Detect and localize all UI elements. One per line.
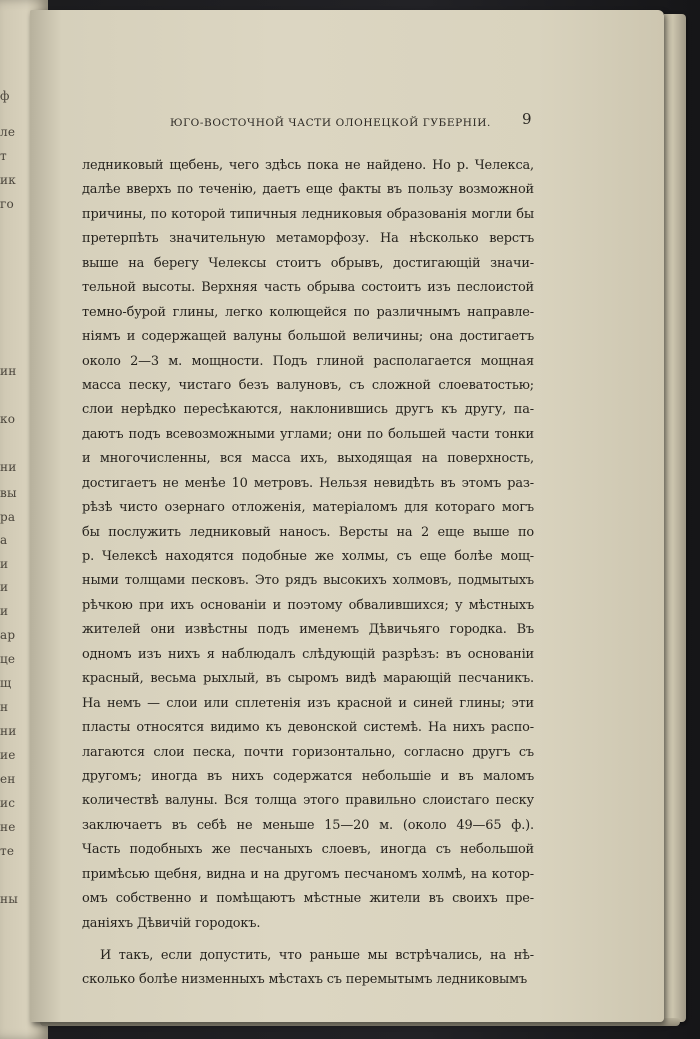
facing-page-fragment: и: [0, 580, 9, 594]
text-line: И такъ, если допустить, что раньше мы встрѣчались, на нѣ-: [100, 948, 534, 963]
text-line: слои нерѣдко пересѣкаются, наклонившись другъ къ другу, па-: [82, 402, 534, 418]
text-line: претерпѣть значительную метаморфозу. На нѣсколько верстъ: [82, 231, 534, 247]
text-line: другомъ; иногда въ нихъ содержатся небольшіе и въ маломъ: [82, 768, 534, 784]
text-line: омъ собственно и помѣщаютъ мѣстные жители въ своихъ пре-: [82, 891, 534, 907]
text-line: заключаетъ въ себѣ не меньше 15—20 м. (около 49—65 ф.).: [82, 817, 534, 833]
facing-page-fragment: ны: [0, 892, 18, 906]
text-line: лагаются слои песка, почти горизонтально, согласно другъ съ: [82, 744, 534, 760]
text-line: бы послужить ледниковый наносъ. Версты на 2 еще выше по: [82, 524, 534, 540]
facing-page-fragment: те: [0, 844, 15, 858]
text-line: Часть подобныхъ же песчаныхъ слоевъ, иногда съ небольшой: [82, 842, 534, 858]
text-line: р. Челексѣ находятся подобные же холмы, съ еще болѣе мощ-: [82, 549, 534, 564]
text-line: жителей они извѣстны подъ именемъ Дѣвичьяго городка. Въ: [82, 622, 534, 638]
facing-page-fragment: ар: [0, 628, 16, 642]
text-line: темно-бурой глины, легко колющейся по различнымъ направле-: [82, 304, 534, 320]
text-line: и многочисленны, вся масса ихъ, выходящая на поверхность,: [82, 451, 534, 467]
facing-page-fragment: ко: [0, 412, 16, 426]
text-line: около 2—3 м. мощности. Подъ глиной располагается мощная: [82, 353, 534, 369]
facing-page-fragment: ле: [0, 125, 16, 139]
facing-page-fragment: щ: [0, 676, 12, 690]
facing-page-fragment: и: [0, 557, 9, 571]
text-line: достигаетъ не менѣе 10 метровъ. Нельзя невидѣть въ этомъ раз-: [82, 475, 534, 491]
facing-page-fragment: ие: [0, 748, 16, 762]
text-line: рѣзѣ чисто озернаго отложенія, матеріаломъ для котораго могъ: [82, 500, 534, 516]
body-text: [82, 154, 534, 993]
text-line: причины, по которой типичныя ледниковыя образованія могли бы: [82, 206, 534, 222]
text-line: выше на берегу Челексы стоитъ обрывъ, достигающій значи-: [82, 255, 534, 271]
text-line: одномъ изъ нихъ я наблюдалъ слѣдующій разрѣзъ: въ основаніи: [82, 646, 534, 662]
facing-page-fragment: а: [0, 533, 8, 547]
facing-page-fragment: ф: [0, 89, 10, 103]
text-line: ными толщами песковъ. Это рядъ высокихъ холмовъ, подмытыхъ: [82, 573, 534, 589]
text-line: На немъ — слои или сплетенія изъ красной и синей глины; эти: [82, 695, 534, 711]
text-line: красный, весьма рыхлый, въ сыромъ видѣ марающій песчаникъ.: [82, 671, 534, 687]
facing-page-fragment: не: [0, 820, 16, 834]
book-page: [30, 10, 664, 1022]
facing-page-fragment: ис: [0, 796, 16, 810]
facing-page-fragment: н: [0, 700, 9, 714]
text-line: тельной высоты. Верхняя часть обрыва состоитъ изъ песлоистой: [82, 280, 534, 296]
text-line: рѣчкою при ихъ основаніи и поэтому обвалившихся; у мѣстныхъ: [82, 597, 534, 613]
page-stack-edge: [664, 14, 686, 1022]
text-line: пласты относятся видимо къ девонской системѣ. На нихъ распо-: [82, 720, 534, 736]
facing-page-fragment: т: [0, 149, 7, 163]
facing-page-fragment: це: [0, 652, 16, 666]
text-line: примѣсью щебня, видна и на другомъ песчаномъ холмѣ, на котор-: [82, 866, 534, 882]
page-number: 9: [522, 110, 532, 128]
text-line: ледниковый щебень, чего здѣсь пока не найдено. Но р. Челекса,: [82, 158, 534, 173]
facing-page-fragment: ин: [0, 364, 17, 378]
facing-page-fragment: и: [0, 604, 9, 618]
text-line: ніямъ и содержащей валуны большой величины; она достигаетъ: [82, 329, 534, 345]
facing-page-fragment: ни: [0, 460, 17, 474]
facing-page-fragment: ен: [0, 772, 16, 786]
text-line: масса песку, чистаго безъ валуновъ, съ сложной слоеватостью;: [82, 377, 534, 393]
text-line: даніяхъ Дѣвичій городокъ.: [82, 915, 261, 931]
facing-page-fragment: ик: [0, 173, 16, 187]
facing-page-fragment: вы: [0, 486, 17, 500]
text-line: далѣе вверхъ по теченію, даетъ еще факты въ пользу возможной: [82, 182, 534, 198]
text-line: количествѣ валуны. Вся толща этого правильно слоистаго песку: [82, 793, 534, 809]
facing-page-fragment: ра: [0, 510, 16, 524]
running-head: ЮГО-ВОСТОЧНОЙ ЧАСТИ ОЛОНЕЦКОЙ ГУБЕРНІИ.: [170, 117, 491, 129]
text-line: сколько болѣе низменныхъ мѣстахъ съ перемытымъ ледниковымъ: [82, 972, 528, 988]
facing-page-fragment: ни: [0, 724, 17, 738]
text-line: даютъ подъ всевозможными углами; они по большей части тонки: [82, 426, 534, 442]
facing-page-fragment: го: [0, 197, 14, 211]
